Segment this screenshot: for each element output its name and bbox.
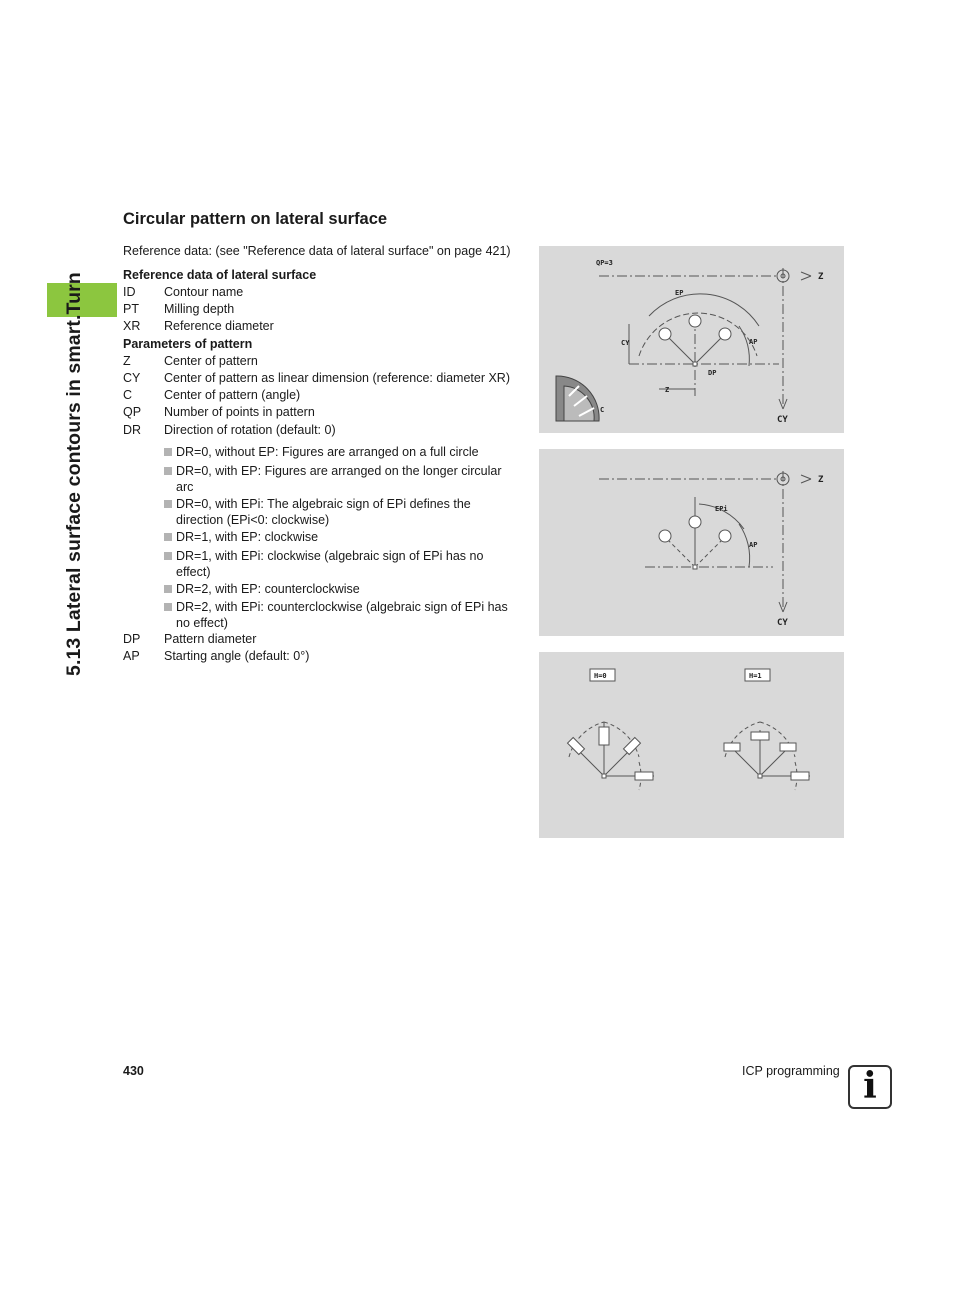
- bullet-square-icon: [164, 585, 172, 593]
- figure-alignment-h: [539, 652, 844, 838]
- param-desc: Starting angle (default: 0°): [164, 649, 310, 663]
- param-desc: Center of pattern as linear dimension (reference: diameter XR): [164, 371, 510, 385]
- chapter-title: 5.13 Lateral surface contours in smart.Turn: [63, 272, 85, 676]
- fig1-label: C: [600, 406, 605, 414]
- dr-option-text: DR=0, without EP: Figures are arranged on a full circle: [176, 445, 479, 459]
- bullet-square-icon: [164, 500, 172, 508]
- dr-option-text: DR=2, with EPi: counterclockwise (algebraic sign of EPi has no effect): [176, 600, 508, 630]
- bullet-square-icon: [164, 603, 172, 611]
- param-code: AP: [123, 649, 140, 663]
- param-code: DR: [123, 423, 142, 437]
- dr-option-text: DR=1, with EPi: clockwise (algebraic sign of EPi has no effect): [176, 549, 484, 579]
- fig2-cy-axis-label: CY: [777, 618, 788, 628]
- fig3-label-h0: H=0: [594, 672, 607, 680]
- param-code: DP: [123, 632, 141, 646]
- fig2-z-axis-label: Z: [818, 475, 824, 485]
- fig2-label: AP: [749, 541, 758, 549]
- fig2-label: EPi: [715, 505, 728, 513]
- bullet-square-icon: [164, 552, 172, 560]
- fig1-z-axis-label: Z: [818, 272, 824, 282]
- page-number: 430: [123, 1064, 144, 1078]
- dr-option-text: DR=0, with EP: Figures are arranged on the longer circular arc: [176, 464, 502, 494]
- section-heading: Circular pattern on lateral surface: [123, 210, 388, 228]
- bullet-square-icon: [164, 448, 172, 456]
- fig1-label: EP: [675, 289, 684, 297]
- bullet-square-icon: [164, 533, 172, 541]
- dr-option-text: DR=0, with EPi: The algebraic sign of EPi defines the direction (EPi<0: clockwise): [176, 497, 471, 527]
- bullet-square-icon: [164, 467, 172, 475]
- fig1-label: Z: [665, 386, 670, 394]
- param-code: XR: [123, 319, 141, 333]
- chapter-footer-label: ICP programming: [742, 1064, 840, 1078]
- pattern-figure-3: [719, 328, 731, 340]
- param-desc: Number of points in pattern: [164, 405, 315, 419]
- ref-group-title: Reference data of lateral surface: [123, 268, 317, 282]
- figure-circular-pattern-parameters: [539, 246, 844, 433]
- pattern-group-title: Parameters of pattern: [123, 337, 253, 351]
- param-code: ID: [123, 285, 136, 299]
- param-code: QP: [123, 405, 142, 419]
- info-icon: i: [848, 1065, 892, 1109]
- param-desc: Contour name: [164, 285, 244, 299]
- reference-text: Reference data: (see "Reference data of lateral surface" on page 421): [123, 244, 511, 258]
- figure-1-drawing: [539, 246, 844, 433]
- figure-3-drawing: [539, 652, 844, 838]
- param-desc: Center of pattern: [164, 354, 258, 368]
- dr-option-text: DR=2, with EP: counterclockwise: [176, 582, 360, 596]
- fig1-label: QP=3: [596, 259, 613, 267]
- fig1-label: DP: [708, 369, 717, 377]
- param-code: C: [123, 388, 133, 402]
- fig1-cy-axis-label: CY: [777, 415, 788, 425]
- figure-incremental-end-angle: [539, 449, 844, 636]
- dr-option-text: DR=1, with EP: clockwise: [176, 530, 319, 544]
- figure-2-drawing: [539, 449, 844, 636]
- param-desc: Milling depth: [164, 302, 235, 316]
- param-code: CY: [123, 371, 141, 385]
- fig1-label: AP: [749, 338, 758, 346]
- pattern-figure-1: [659, 328, 671, 340]
- param-desc: Center of pattern (angle): [164, 388, 301, 402]
- param-code: Z: [123, 354, 131, 368]
- param-code: PT: [123, 302, 139, 316]
- param-desc: Pattern diameter: [164, 632, 257, 646]
- param-desc: Direction of rotation (default: 0): [164, 423, 336, 437]
- pattern-figure-2: [689, 315, 701, 327]
- param-desc: Reference diameter: [164, 319, 274, 333]
- workpiece-section: [556, 376, 599, 421]
- fig3-label-h1: H=1: [749, 672, 762, 680]
- fig1-label: CY: [621, 339, 630, 347]
